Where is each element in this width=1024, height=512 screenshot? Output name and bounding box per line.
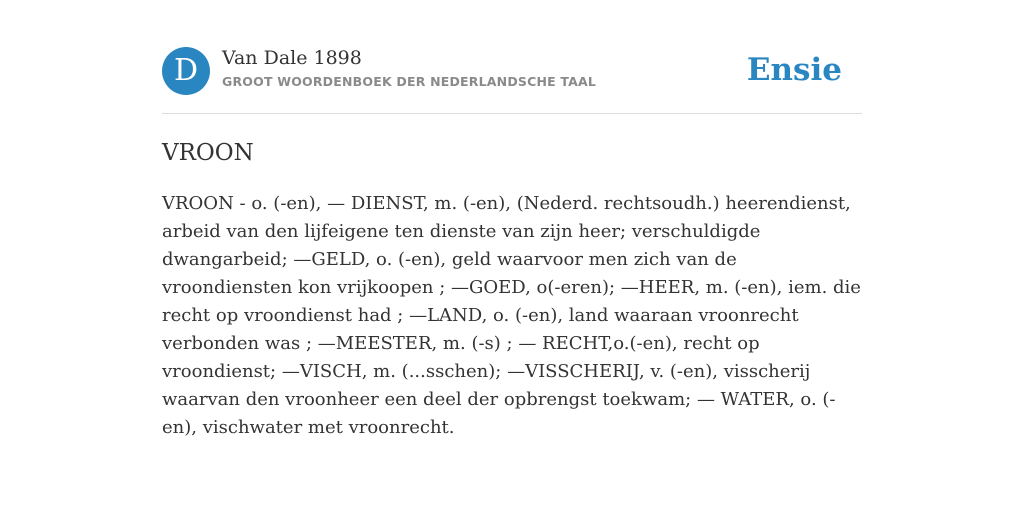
source-header (162, 46, 862, 98)
source-subtitle: GROOT WOORDENBOEK DER NEDERLANDSCHE TAAL (222, 74, 597, 89)
brand-logo[interactable]: Ensie (746, 52, 842, 88)
entry-headword: VROON (162, 140, 254, 166)
source-title[interactable]: Van Dale 1898 (222, 47, 362, 69)
entry-definition: VROON - o. (-en), — DIENST, m. (-en), (Nederd. rechtsoudh.) heerendienst, arbeid van den lijfeigene ten dienste van zijn heer; verschuldigde dwangarbeid; —GELD, o. (-en), geld waarvoor men zich van de vroondiensten kon vrijkoopen ; —GOED, o(-eren); —HEER, m. (-en), iem. die recht op vroondienst had ; —LAND, o. (-en), land waaraan vroonrecht verbonden was ; —MEESTER, m. (-s) ; — RECHT,o.(-en), recht op vroondienst; —VISCH, m. (...sschen); —VISSCHERIJ, v. (-en), visscherij waarvan den vroonheer een deel der opbrengst toekwam; — WATER, o. (-en), vischwater met vroonrecht. (162, 193, 861, 438)
source-avatar[interactable]: D (162, 47, 210, 95)
header-divider (162, 113, 862, 114)
